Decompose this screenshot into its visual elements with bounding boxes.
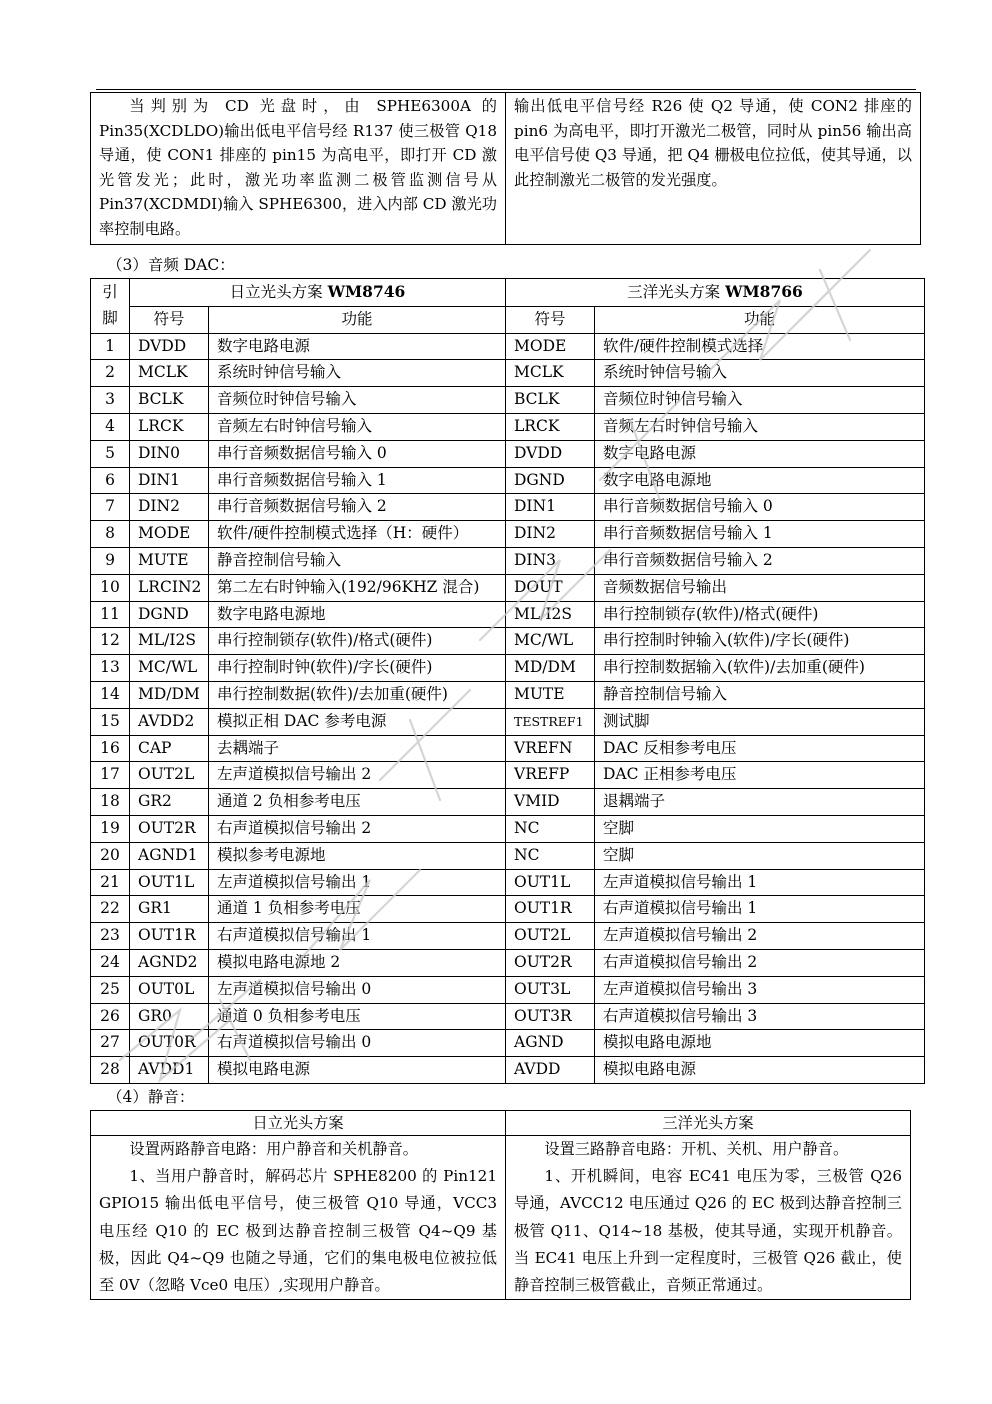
table-row (91, 1057, 925, 1084)
mute-sanyo-header: 三洋光头方案 (506, 1111, 911, 1136)
pin-number: 4 (91, 413, 130, 440)
hitachi-function: 模拟电路电源 (209, 1057, 506, 1084)
hitachi-symbol: DGND (130, 601, 209, 628)
table-row (91, 628, 925, 655)
sanyo-function: 空脚 (595, 815, 925, 842)
intro-table (90, 92, 921, 245)
table-row (91, 708, 925, 735)
pin-number: 25 (91, 976, 130, 1003)
mute-hitachi-header: 日立光头方案 (91, 1111, 506, 1136)
pin-number: 16 (91, 735, 130, 762)
hitachi-function: 模拟电路电源地 2 (209, 949, 506, 976)
hitachi-symbol: DIN1 (130, 467, 209, 494)
hitachi-symbol: DIN0 (130, 440, 209, 467)
hitachi-function: 右声道模拟信号输出 0 (209, 1030, 506, 1057)
sanyo-header-label: 三洋光头方案 (627, 283, 726, 301)
sanyo-symbol: NC (506, 815, 595, 842)
sanyo-symbol: OUT1R (506, 896, 595, 923)
table-row (91, 923, 925, 950)
hitachi-symbol: GR1 (130, 896, 209, 923)
sanyo-symbol: DOUT (506, 574, 595, 601)
table-row (91, 1030, 925, 1057)
sanyo-function: 右声道模拟信号输出 1 (595, 896, 925, 923)
hitachi-function-header: 功能 (209, 306, 506, 333)
pin-number: 17 (91, 762, 130, 789)
mute-hitachi-detail: 1、当用户静音时，解码芯片 SPHE8200 的 Pin121 GPIO15 输出低电平信号，使三极管 Q10 导通，VCC3 电压经 Q10 的 EC 极到达静音控制三极管 Q4~Q9 基极，因此 Q4~Q9 也随之导通，它们的集电极电位被拉低至 0V（忽略 Vce0 电压）,实现用户静音。 (99, 1167, 497, 1295)
sanyo-symbol: OUT3R (506, 1003, 595, 1030)
hitachi-symbol: MCLK (130, 360, 209, 387)
sanyo-symbol: AVDD (506, 1057, 595, 1084)
sanyo-symbol: LRCK (506, 413, 595, 440)
pin-number: 28 (91, 1057, 130, 1084)
sanyo-symbol: MCLK (506, 360, 595, 387)
hitachi-symbol: LRCK (130, 413, 209, 440)
hitachi-function: 音频左右时钟信号输入 (209, 413, 506, 440)
sanyo-symbol: OUT1L (506, 869, 595, 896)
hitachi-symbol: AVDD2 (130, 708, 209, 735)
sanyo-function: 串行音频数据信号输入 2 (595, 547, 925, 574)
table-row (91, 333, 925, 360)
hitachi-symbol: MC/WL (130, 655, 209, 682)
hitachi-symbol: DIN2 (130, 494, 209, 521)
hitachi-function: 软件/硬件控制模式选择（H：硬件） (209, 521, 506, 548)
hitachi-function: 通道 1 负相参考电压 (209, 896, 506, 923)
hitachi-symbol: OUT1R (130, 923, 209, 950)
table-row (91, 467, 925, 494)
table-row (91, 949, 925, 976)
hitachi-symbol: GR0 (130, 1003, 209, 1030)
sanyo-function: 左声道模拟信号输出 1 (595, 869, 925, 896)
hitachi-scheme-header (130, 279, 506, 307)
hitachi-symbol: ML/I2S (130, 628, 209, 655)
sanyo-symbol: OUT2L (506, 923, 595, 950)
sanyo-function: 数字电路电源地 (595, 467, 925, 494)
sanyo-symbol: MODE (506, 333, 595, 360)
sanyo-symbol-header: 符号 (506, 306, 595, 333)
pin-number: 11 (91, 601, 130, 628)
table-row (91, 521, 925, 548)
sanyo-symbol: ML/I2S (506, 601, 595, 628)
pin-number: 8 (91, 521, 130, 548)
hitachi-symbol: LRCIN2 (130, 574, 209, 601)
sanyo-function: 模拟电路电源地 (595, 1030, 925, 1057)
table-row (91, 789, 925, 816)
sanyo-function: 模拟电路电源 (595, 1057, 925, 1084)
sanyo-function: DAC 正相参考电压 (595, 762, 925, 789)
sanyo-symbol: DVDD (506, 440, 595, 467)
hitachi-function: 模拟参考电源地 (209, 842, 506, 869)
sanyo-symbol: DIN1 (506, 494, 595, 521)
pin-number: 21 (91, 869, 130, 896)
hitachi-symbol: AGND1 (130, 842, 209, 869)
table-row (91, 815, 925, 842)
hitachi-symbol: MODE (130, 521, 209, 548)
sanyo-symbol: NC (506, 842, 595, 869)
hitachi-function: 系统时钟信号输入 (209, 360, 506, 387)
hitachi-function: 通道 0 负相参考电压 (209, 1003, 506, 1030)
pin-number: 3 (91, 387, 130, 414)
sanyo-symbol: VMID (506, 789, 595, 816)
sanyo-function: 空脚 (595, 842, 925, 869)
intro-right-cell (506, 93, 921, 245)
sanyo-symbol: VREFP (506, 762, 595, 789)
hitachi-symbol: BCLK (130, 387, 209, 414)
table-row (91, 574, 925, 601)
hitachi-symbol: OUT2L (130, 762, 209, 789)
pin-number: 18 (91, 789, 130, 816)
hitachi-symbol: OUT0L (130, 976, 209, 1003)
hitachi-function: 左声道模拟信号输出 0 (209, 976, 506, 1003)
table-row (91, 601, 925, 628)
dac-pin-table (90, 278, 925, 1084)
section-title-audio-dac: （3）音频 DAC： (107, 256, 235, 274)
sanyo-symbol: TESTREF1 (506, 708, 595, 735)
hitachi-function: 串行控制时钟(软件)/字长(硬件) (209, 655, 506, 682)
pin-number: 5 (91, 440, 130, 467)
pin-number: 23 (91, 923, 130, 950)
section-title-mute: （4）静音： (107, 1088, 195, 1106)
sanyo-function: 音频位时钟信号输入 (595, 387, 925, 414)
pin-number: 15 (91, 708, 130, 735)
pin-number: 19 (91, 815, 130, 842)
sanyo-function: 音频数据信号输出 (595, 574, 925, 601)
sanyo-function: 右声道模拟信号输出 3 (595, 1003, 925, 1030)
hitachi-function: 右声道模拟信号输出 1 (209, 923, 506, 950)
sanyo-function: 串行音频数据信号输入 0 (595, 494, 925, 521)
sanyo-function: 右声道模拟信号输出 2 (595, 949, 925, 976)
mute-sanyo-cell (506, 1136, 911, 1300)
hitachi-symbol: MUTE (130, 547, 209, 574)
hitachi-function: 数字电路电源 (209, 333, 506, 360)
hitachi-symbol: AGND2 (130, 949, 209, 976)
sanyo-symbol: OUT2R (506, 949, 595, 976)
pin-number: 26 (91, 1003, 130, 1030)
sanyo-symbol: MD/DM (506, 655, 595, 682)
sanyo-function: 串行控制锁存(软件)/格式(硬件) (595, 601, 925, 628)
sanyo-function: 音频左右时钟信号输入 (595, 413, 925, 440)
sanyo-function: 串行音频数据信号输入 1 (595, 521, 925, 548)
hitachi-function: 音频位时钟信号输入 (209, 387, 506, 414)
sanyo-function: DAC 反相参考电压 (595, 735, 925, 762)
mute-sanyo-intro: 设置三路静音电路：开机、关机、用户静音。 (544, 1140, 849, 1158)
pin-number: 1 (91, 333, 130, 360)
table-row (91, 735, 925, 762)
sanyo-function: 系统时钟信号输入 (595, 360, 925, 387)
pin-number: 7 (91, 494, 130, 521)
pin-number: 6 (91, 467, 130, 494)
sanyo-function: 软件/硬件控制模式选择 (595, 333, 925, 360)
mute-hitachi-cell (91, 1136, 506, 1300)
pin-number: 12 (91, 628, 130, 655)
sanyo-function: 测试脚 (595, 708, 925, 735)
table-row (91, 413, 925, 440)
intro-left-paragraph: 当判别为 CD 光盘时，由 SPHE6300A 的 Pin35(XCDLDO)输出低电平信号经 R137 使三极管 Q18 导通，使 CON1 排座的 pin15 为高电平，即打开 CD 激光管发光；此时，激光功率监测二极管监测信号从 Pin37(XCDMDI)输入 SPHE6300，进入内部 CD 激光功率控制电路。 (99, 97, 497, 238)
hitachi-function: 数字电路电源地 (209, 601, 506, 628)
hitachi-model: WM8746 (327, 282, 406, 301)
hitachi-symbol: DVDD (130, 333, 209, 360)
hitachi-header-label: 日立光头方案 (229, 283, 328, 301)
pin-number: 27 (91, 1030, 130, 1057)
pin-number: 2 (91, 360, 130, 387)
mute-sanyo-detail: 1、开机瞬间，电容 EC41 电压为零，三极管 Q26 导通，AVCC12 电压通过 Q26 的 EC 极到达静音控制三极管 Q11、Q14~18 基极，使其导通，实现开机静音。当 EC41 电压上升到一定程度时，三极管 Q26 截止，使静音控制三极管截止，音频正常通过。 (514, 1167, 902, 1295)
sanyo-symbol: VREFN (506, 735, 595, 762)
table-row (91, 547, 925, 574)
mute-table (90, 1110, 911, 1300)
hitachi-function: 串行音频数据信号输入 1 (209, 467, 506, 494)
sanyo-function: 左声道模拟信号输出 3 (595, 976, 925, 1003)
pin-number: 24 (91, 949, 130, 976)
table-row (91, 681, 925, 708)
table-row (91, 494, 925, 521)
hitachi-symbol: MD/DM (130, 681, 209, 708)
sanyo-function: 左声道模拟信号输出 2 (595, 923, 925, 950)
sanyo-function-header: 功能 (595, 306, 925, 333)
hitachi-symbol: GR2 (130, 789, 209, 816)
hitachi-function: 左声道模拟信号输出 2 (209, 762, 506, 789)
hitachi-symbol: AVDD1 (130, 1057, 209, 1084)
sanyo-symbol: OUT3L (506, 976, 595, 1003)
hitachi-symbol: OUT2R (130, 815, 209, 842)
hitachi-function: 通道 2 负相参考电压 (209, 789, 506, 816)
hitachi-function: 右声道模拟信号输出 2 (209, 815, 506, 842)
table-row (91, 387, 925, 414)
hitachi-symbol: OUT0R (130, 1030, 209, 1057)
pin-number: 14 (91, 681, 130, 708)
hitachi-symbol: OUT1L (130, 869, 209, 896)
sanyo-model: WM8766 (725, 282, 803, 301)
intro-right-paragraph: 输出低电平信号经 R26 使 Q2 导通，使 CON2 排座的 pin6 为高电平，即打开激光二极管，同时从 pin56 输出高电平信号使 Q3 导通，把 Q4 栅极电位拉低，使其导通，以此控制激光二极管的发光强度。 (514, 97, 912, 189)
pin-number: 20 (91, 842, 130, 869)
hitachi-function: 串行音频数据信号输入 2 (209, 494, 506, 521)
sanyo-function: 串行控制数据输入(软件)/去加重(硬件) (595, 655, 925, 682)
hitachi-symbol: CAP (130, 735, 209, 762)
hitachi-function: 串行音频数据信号输入 0 (209, 440, 506, 467)
table-row (91, 1003, 925, 1030)
sanyo-symbol: MUTE (506, 681, 595, 708)
pin-header-text: 引脚 (102, 283, 118, 327)
pin-column-header (91, 279, 130, 334)
sanyo-symbol: DGND (506, 467, 595, 494)
table-row (91, 655, 925, 682)
sanyo-function: 串行控制时钟输入(软件)/字长(硬件) (595, 628, 925, 655)
hitachi-symbol-header: 符号 (130, 306, 209, 333)
table-row (91, 976, 925, 1003)
sanyo-scheme-header (506, 279, 925, 307)
header-rule (96, 89, 916, 90)
table-row (91, 360, 925, 387)
sanyo-symbol: BCLK (506, 387, 595, 414)
table-row (91, 869, 925, 896)
hitachi-function: 左声道模拟信号输出 1 (209, 869, 506, 896)
table-row (91, 762, 925, 789)
pin-number: 10 (91, 574, 130, 601)
sanyo-symbol: DIN3 (506, 547, 595, 574)
sanyo-function: 数字电路电源 (595, 440, 925, 467)
pin-number: 9 (91, 547, 130, 574)
hitachi-function: 去耦端子 (209, 735, 506, 762)
hitachi-function: 模拟正相 DAC 参考电源 (209, 708, 506, 735)
sanyo-symbol: DIN2 (506, 521, 595, 548)
hitachi-function: 串行控制锁存(软件)/格式(硬件) (209, 628, 506, 655)
table-row (91, 842, 925, 869)
sanyo-function: 退耦端子 (595, 789, 925, 816)
sanyo-symbol: MC/WL (506, 628, 595, 655)
sanyo-symbol: AGND (506, 1030, 595, 1057)
hitachi-function: 静音控制信号输入 (209, 547, 506, 574)
pin-number: 22 (91, 896, 130, 923)
table-row (91, 440, 925, 467)
mute-hitachi-intro: 设置两路静音电路：用户静音和关机静音。 (129, 1140, 418, 1158)
hitachi-function: 串行控制数据(软件)/去加重(硬件) (209, 681, 506, 708)
pin-number: 13 (91, 655, 130, 682)
hitachi-function: 第二左右时钟输入(192/96KHZ 混合) (209, 574, 506, 601)
intro-left-cell (91, 93, 506, 245)
table-row (91, 896, 925, 923)
sanyo-function: 静音控制信号输入 (595, 681, 925, 708)
